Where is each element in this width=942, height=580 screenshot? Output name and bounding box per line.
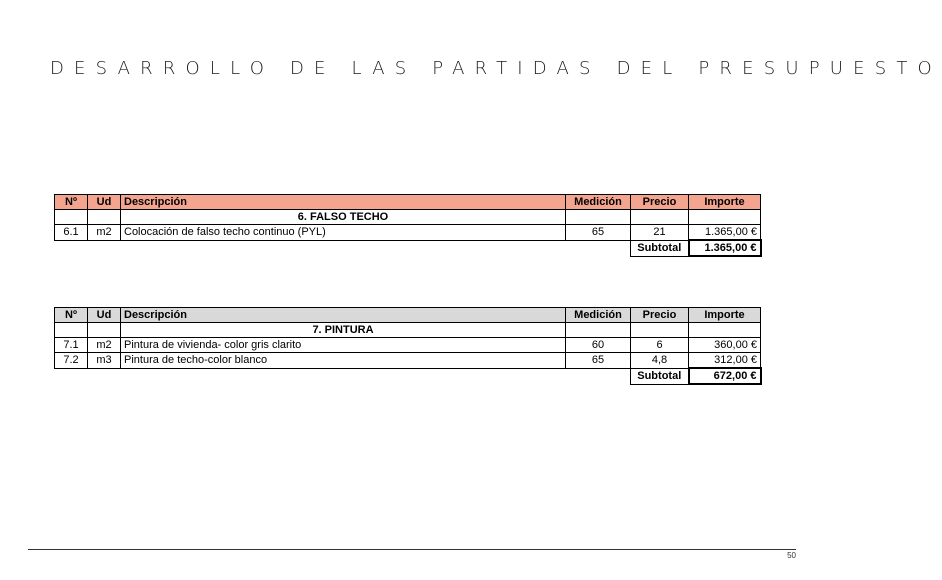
cell-precio: 4,8 xyxy=(631,353,689,369)
header-descripcion: Descripción xyxy=(121,308,566,323)
subtotal-label: Subtotal xyxy=(631,368,689,384)
cell-ud: m2 xyxy=(88,225,121,241)
budget-table-falso-techo xyxy=(54,194,762,257)
table-row xyxy=(55,353,761,369)
cell-ud: m3 xyxy=(88,353,121,369)
section-empty-medicion xyxy=(566,210,631,225)
section-empty-no xyxy=(55,210,88,225)
cell-no: 7.2 xyxy=(55,353,88,369)
subtotal-value: 1.365,00 € xyxy=(689,240,761,256)
cell-importe: 312,00 € xyxy=(689,353,761,369)
table-row xyxy=(55,338,761,353)
cell-descripcion: Pintura de techo-color blanco xyxy=(121,353,566,369)
header-ud: Ud xyxy=(88,308,121,323)
cell-precio: 6 xyxy=(631,338,689,353)
section-row xyxy=(55,323,761,338)
section-empty-no xyxy=(55,323,88,338)
section-empty-ud xyxy=(88,210,121,225)
cell-descripcion: Pintura de vivienda- color gris clarito xyxy=(121,338,566,353)
cell-medicion: 65 xyxy=(566,353,631,369)
cell-medicion: 65 xyxy=(566,225,631,241)
section-row xyxy=(55,210,761,225)
subtotal-spacer xyxy=(55,240,631,256)
header-no: Nº xyxy=(55,308,88,323)
header-medicion: Medición xyxy=(566,308,631,323)
section-empty-importe xyxy=(689,210,761,225)
cell-ud: m2 xyxy=(88,338,121,353)
table-header-row xyxy=(55,195,761,210)
section-empty-precio xyxy=(631,210,689,225)
cell-no: 6.1 xyxy=(55,225,88,241)
subtotal-row xyxy=(55,240,761,256)
page-title: DESARROLLO DE LAS PARTIDAS DEL PRESUPUESTO xyxy=(50,58,942,79)
table-row xyxy=(55,225,761,241)
subtotal-row xyxy=(55,368,761,384)
header-precio: Precio xyxy=(631,195,689,210)
header-ud: Ud xyxy=(88,195,121,210)
subtotal-spacer xyxy=(55,368,631,384)
header-descripcion: Descripción xyxy=(121,195,566,210)
section-title: 6. FALSO TECHO xyxy=(121,210,566,225)
header-medicion: Medición xyxy=(566,195,631,210)
subtotal-label: Subtotal xyxy=(631,240,689,256)
section-title: 7. PINTURA xyxy=(121,323,566,338)
cell-medicion: 60 xyxy=(566,338,631,353)
section-empty-importe xyxy=(689,323,761,338)
header-importe: Importe xyxy=(689,195,761,210)
section-empty-ud xyxy=(88,323,121,338)
header-precio: Precio xyxy=(631,308,689,323)
cell-descripcion: Colocación de falso techo continuo (PYL) xyxy=(121,225,566,241)
cell-precio: 21 xyxy=(631,225,689,241)
section-empty-precio xyxy=(631,323,689,338)
footer-divider xyxy=(28,549,796,550)
header-no: Nº xyxy=(55,195,88,210)
budget-table-pintura xyxy=(54,307,762,385)
section-empty-medicion xyxy=(566,323,631,338)
cell-importe: 360,00 € xyxy=(689,338,761,353)
table-header-row xyxy=(55,308,761,323)
header-importe: Importe xyxy=(689,308,761,323)
subtotal-value: 672,00 € xyxy=(689,368,761,384)
page-number: 50 xyxy=(787,551,796,560)
cell-importe: 1.365,00 € xyxy=(689,225,761,241)
cell-no: 7.1 xyxy=(55,338,88,353)
